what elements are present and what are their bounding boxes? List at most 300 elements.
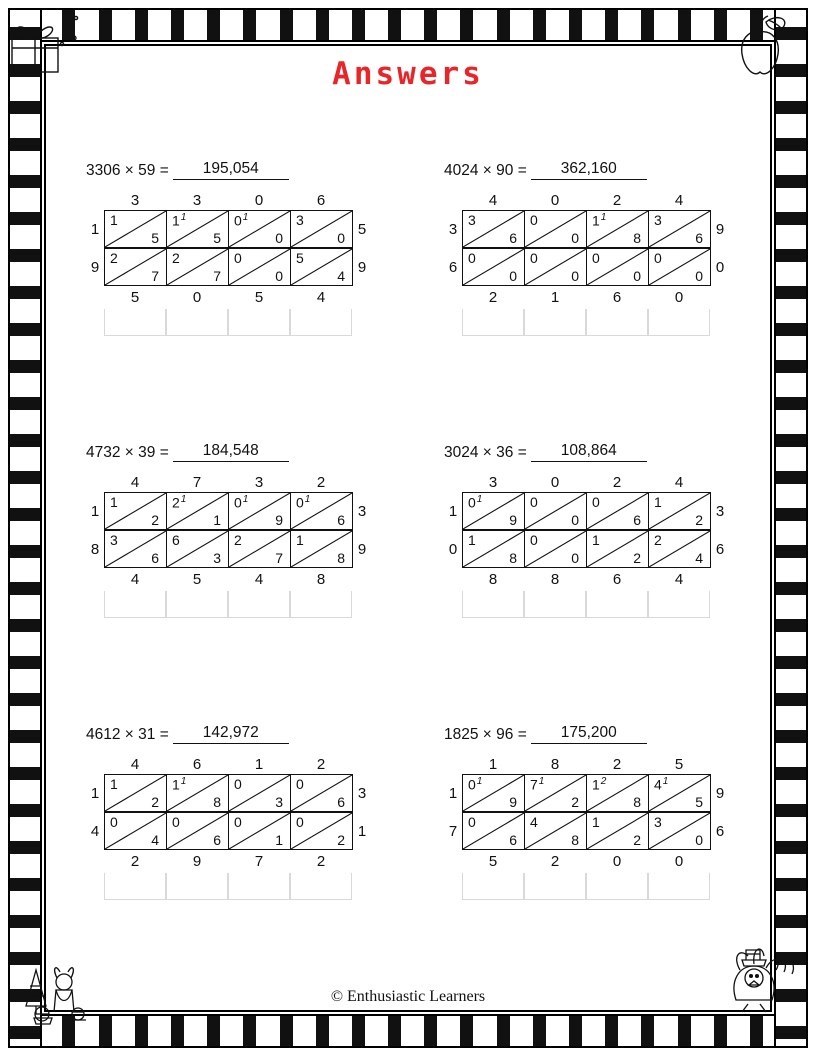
border-tick [641, 1016, 654, 1046]
cell-upper-digit: 1 [592, 814, 600, 830]
lattice-top-digit: 4 [488, 192, 498, 209]
lattice-cells [104, 492, 353, 530]
lattice-cell[interactable] [167, 530, 229, 568]
cell-lower-digit: 2 [695, 512, 703, 528]
cell-lower-digit: 9 [509, 512, 517, 528]
lattice-cell[interactable] [105, 210, 167, 248]
border-tick [776, 286, 806, 299]
lattice-left-digit: 0 [448, 540, 458, 558]
border-tick [533, 10, 546, 40]
border-tick [776, 545, 806, 558]
lattice-cell[interactable] [229, 210, 291, 248]
lattice-cells [462, 248, 711, 286]
lattice-top-digit: 4 [674, 474, 684, 491]
cell-upper-digit: 1 [592, 532, 600, 548]
border-tick [497, 10, 510, 40]
cell-upper-digit: $4^1$ [654, 776, 669, 793]
lattice-cell[interactable] [105, 492, 167, 530]
lattice-cell[interactable] [167, 210, 229, 248]
lattice-bottom-digit: 4 [316, 289, 326, 306]
footer-credit: © Enthusiastic Learners [330, 988, 486, 1005]
lattice-bottom-digit: 0 [612, 853, 622, 870]
lattice-cell[interactable] [649, 774, 711, 812]
lattice-blank-cell[interactable] [524, 873, 586, 900]
lattice-cell[interactable] [105, 812, 167, 850]
lattice-bottom-digit: 4 [674, 571, 684, 588]
lattice-blank-cell[interactable] [586, 309, 648, 336]
lattice-blank-cell[interactable] [228, 873, 290, 900]
cell-upper-digit: 1 [468, 532, 476, 548]
lattice-cell[interactable] [291, 812, 353, 850]
lattice-blank-cell[interactable] [290, 309, 352, 336]
lattice-bottom-digit: 8 [550, 571, 560, 588]
cell-lower-digit: 2 [571, 794, 579, 810]
lattice-blank-cell[interactable] [166, 873, 228, 900]
problem-answer[interactable]: 142,972 [173, 724, 289, 744]
lattice-top-labels [462, 192, 729, 209]
cell-lower-digit: 0 [275, 230, 283, 246]
lattice-top-labels [104, 474, 371, 491]
lattice-cell[interactable] [463, 774, 525, 812]
lattice-cell[interactable] [291, 248, 353, 286]
lattice-blank-row [104, 591, 371, 618]
border-tick [460, 1016, 473, 1046]
lattice-top-labels [462, 474, 729, 491]
border-tick [207, 1016, 220, 1046]
lattice-row [444, 812, 729, 850]
lattice-bottom-labels [462, 286, 729, 309]
lattice-cell[interactable] [525, 812, 587, 850]
cell-lower-digit: 0 [275, 268, 283, 284]
lattice-right-digit: 6 [715, 540, 725, 558]
lattice-cell[interactable] [167, 774, 229, 812]
border-band-left [8, 8, 42, 1048]
problem-expression: 4612 × 31 = [86, 726, 169, 743]
border-tick [10, 915, 40, 928]
lattice-left-digit: 1 [90, 502, 100, 520]
cell-carry-digit: 2 [600, 776, 607, 787]
cell-lower-digit: 1 [275, 832, 283, 848]
border-band-top [8, 8, 808, 42]
cell-lower-digit: 8 [509, 550, 517, 566]
cell-upper-digit: 3 [110, 532, 118, 548]
lattice-cell[interactable] [291, 492, 353, 530]
cell-carry-digit: 1 [476, 494, 483, 505]
lattice-cell[interactable] [463, 812, 525, 850]
border-tick [776, 101, 806, 114]
cell-lower-digit: 0 [571, 550, 579, 566]
lattice-top-labels [104, 192, 371, 209]
problem-expression: 4732 × 39 = [86, 444, 169, 461]
lattice-top-digit: 8 [550, 756, 560, 773]
cell-lower-digit: 6 [213, 832, 221, 848]
lattice-blank-cell[interactable] [104, 591, 166, 618]
problem-header [86, 160, 371, 180]
lattice-top-digit: 3 [192, 192, 202, 209]
border-tick [243, 10, 256, 40]
problem-header [444, 160, 729, 180]
lattice-bottom-digit: 9 [192, 853, 202, 870]
cell-upper-digit: 2 [654, 532, 662, 548]
cell-lower-digit: 7 [275, 550, 283, 566]
border-tick [776, 360, 806, 373]
border-tick [776, 212, 806, 225]
border-tick [678, 10, 691, 40]
lattice-bottom-labels [104, 850, 371, 873]
lattice-cell[interactable] [587, 210, 649, 248]
lattice-problem [444, 160, 729, 336]
lattice-bottom-digit: 2 [130, 853, 140, 870]
border-tick [776, 434, 806, 447]
lattice-right-digit: 9 [357, 540, 367, 558]
lattice-top-digit: 3 [488, 474, 498, 491]
lattice-left-digit: 1 [448, 502, 458, 520]
lattice-blank-cell[interactable] [586, 873, 648, 900]
lattice-cell[interactable] [587, 248, 649, 286]
lattice-top-digit: 2 [612, 192, 622, 209]
border-tick [776, 582, 806, 595]
lattice-row [86, 248, 371, 286]
lattice-cell[interactable] [649, 248, 711, 286]
cell-upper-digit: 0 [592, 250, 600, 266]
border-tick [10, 693, 40, 706]
lattice-top-digit: 4 [130, 756, 140, 773]
border-tick [776, 397, 806, 410]
border-tick [352, 1016, 365, 1046]
border-tick [10, 101, 40, 114]
cell-carry-digit: 1 [600, 212, 607, 223]
lattice-cell[interactable] [291, 530, 353, 568]
lattice-cell[interactable] [463, 210, 525, 248]
lattice-problem [86, 160, 371, 336]
lattice-cells [462, 774, 711, 812]
border-tick [605, 1016, 618, 1046]
lattice-row [444, 774, 729, 812]
lattice-blank-cell[interactable] [104, 309, 166, 336]
lattice-cell[interactable] [649, 530, 711, 568]
lattice-row [86, 530, 371, 568]
cell-upper-digit: 0 [592, 494, 600, 510]
border-tick [10, 878, 40, 891]
lattice-bottom-labels [104, 286, 371, 309]
cell-upper-digit: $1^1$ [172, 776, 187, 793]
cell-lower-digit: 2 [633, 550, 641, 566]
problem-expression: 1825 × 96 = [444, 726, 527, 743]
lattice-grid [444, 192, 729, 336]
lattice-cell[interactable] [525, 210, 587, 248]
border-tick [10, 841, 40, 854]
cell-upper-digit: 1 [110, 494, 118, 510]
problem-header [86, 724, 371, 744]
lattice-cells [104, 774, 353, 812]
cell-carry-digit: 1 [662, 776, 669, 787]
lattice-blank-cell[interactable] [524, 591, 586, 618]
lattice-top-digit: 7 [192, 474, 202, 491]
lattice-cell[interactable] [525, 492, 587, 530]
lattice-cell[interactable] [649, 812, 711, 850]
cell-lower-digit: 6 [337, 794, 345, 810]
problem-answer[interactable]: 184,548 [173, 442, 289, 462]
lattice-cell[interactable] [587, 492, 649, 530]
lattice-blank-cell[interactable] [228, 309, 290, 336]
cell-upper-digit: 1 [110, 776, 118, 792]
apple-icon [718, 6, 804, 97]
border-tick [776, 841, 806, 854]
lattice-bottom-digit: 5 [192, 571, 202, 588]
cell-upper-digit: 0 [234, 814, 242, 830]
lattice-row [86, 492, 371, 530]
border-tick [10, 508, 40, 521]
lattice-problem [86, 724, 371, 900]
cell-lower-digit: 8 [633, 230, 641, 246]
cell-upper-digit: 0 [296, 776, 304, 792]
border-tick [776, 730, 806, 743]
cell-upper-digit: 1 [296, 532, 304, 548]
border-tick [776, 138, 806, 151]
cell-carry-digit: 1 [180, 494, 187, 505]
cell-upper-digit: $1^1$ [172, 212, 187, 229]
lattice-blank-row [104, 873, 371, 900]
lattice-cell[interactable] [463, 248, 525, 286]
border-tick [10, 767, 40, 780]
lattice-blank-cell[interactable] [462, 591, 524, 618]
border-tick [10, 360, 40, 373]
cell-lower-digit: 8 [213, 794, 221, 810]
lattice-bottom-labels [104, 568, 371, 591]
cell-upper-digit: 0 [530, 532, 538, 548]
border-tick [776, 471, 806, 484]
lattice-right-digit: 9 [715, 784, 725, 802]
lattice-right-digit: 0 [715, 258, 725, 276]
lattice-cell[interactable] [525, 530, 587, 568]
lattice-cell[interactable] [229, 492, 291, 530]
cell-lower-digit: 2 [633, 832, 641, 848]
cell-lower-digit: 0 [695, 268, 703, 284]
lattice-cell[interactable] [167, 492, 229, 530]
problem-header [86, 442, 371, 462]
lattice-row [444, 210, 729, 248]
lattice-cell[interactable] [105, 248, 167, 286]
lattice-blank-cell[interactable] [228, 591, 290, 618]
cell-upper-digit: 0 [234, 776, 242, 792]
lattice-cell[interactable] [291, 210, 353, 248]
cell-lower-digit: 9 [509, 794, 517, 810]
cell-lower-digit: 3 [213, 550, 221, 566]
cell-lower-digit: 0 [695, 832, 703, 848]
cell-upper-digit: 5 [296, 250, 304, 266]
lattice-left-digit: 1 [448, 784, 458, 802]
lattice-bottom-digit: 6 [612, 571, 622, 588]
lattice-cell[interactable] [649, 210, 711, 248]
cell-lower-digit: 5 [213, 230, 221, 246]
lattice-bottom-digit: 0 [674, 853, 684, 870]
lattice-top-digit: 2 [316, 474, 326, 491]
lattice-row [86, 774, 371, 812]
lattice-row [444, 248, 729, 286]
lattice-cell[interactable] [229, 530, 291, 568]
cell-upper-digit: 0 [110, 814, 118, 830]
lattice-cell[interactable] [525, 774, 587, 812]
lattice-bottom-digit: 5 [130, 289, 140, 306]
border-tick [171, 10, 184, 40]
lattice-blank-cell[interactable] [524, 309, 586, 336]
problem-answer[interactable]: 195,054 [173, 160, 289, 180]
cell-upper-digit: 3 [468, 212, 476, 228]
lattice-top-labels [462, 756, 729, 773]
lattice-blank-cell[interactable] [648, 309, 710, 336]
border-band-right [774, 8, 808, 1048]
lattice-problem [86, 442, 371, 618]
border-tick [10, 175, 40, 188]
lattice-top-digit: 0 [550, 474, 560, 491]
cell-upper-digit: 1 [110, 212, 118, 228]
cell-upper-digit: 4 [530, 814, 538, 830]
lattice-bottom-digit: 0 [674, 289, 684, 306]
problem-expression: 3306 × 59 = [86, 162, 169, 179]
cell-lower-digit: 6 [509, 230, 517, 246]
lattice-top-digit: 2 [612, 756, 622, 773]
gift-box-icon [4, 4, 90, 95]
lattice-blank-cell[interactable] [104, 873, 166, 900]
lattice-left-digit: 6 [448, 258, 458, 276]
lattice-cell[interactable] [229, 812, 291, 850]
lattice-left-digit: 1 [90, 784, 100, 802]
border-tick [776, 804, 806, 817]
border-tick [135, 10, 148, 40]
cell-upper-digit: 2 [172, 250, 180, 266]
lattice-cell[interactable] [463, 530, 525, 568]
lattice-cell[interactable] [167, 812, 229, 850]
border-tick [678, 1016, 691, 1046]
cell-carry-digit: 1 [538, 776, 545, 787]
lattice-bottom-digit: 2 [550, 853, 560, 870]
border-tick [171, 1016, 184, 1046]
lattice-right-digit: 9 [357, 258, 367, 276]
border-tick [10, 619, 40, 632]
lattice-cells [462, 210, 711, 248]
problem-header [444, 724, 729, 744]
cell-lower-digit: 6 [337, 512, 345, 528]
border-tick [776, 767, 806, 780]
lattice-blank-cell[interactable] [462, 873, 524, 900]
lattice-cell[interactable] [291, 774, 353, 812]
border-tick [10, 249, 40, 262]
lattice-cell[interactable] [587, 530, 649, 568]
lattice-right-digit: 1 [357, 822, 367, 840]
lattice-grid [86, 192, 371, 336]
border-tick [10, 434, 40, 447]
cell-lower-digit: 5 [151, 230, 159, 246]
lattice-top-digit: 6 [316, 192, 326, 209]
lattice-cell[interactable] [649, 492, 711, 530]
lattice-left-digit: 4 [90, 822, 100, 840]
cell-upper-digit: 3 [654, 814, 662, 830]
cell-upper-digit: 0 [296, 814, 304, 830]
border-tick [569, 10, 582, 40]
lattice-bottom-labels [462, 850, 729, 873]
border-tick [10, 804, 40, 817]
lattice-blank-cell[interactable] [166, 591, 228, 618]
cell-lower-digit: 3 [275, 794, 283, 810]
lattice-blank-cell[interactable] [166, 309, 228, 336]
lattice-grid [86, 756, 371, 900]
pilgrim-children-icon [12, 930, 112, 1035]
border-tick [424, 1016, 437, 1046]
lattice-cells [104, 812, 353, 850]
lattice-bottom-digit: 4 [254, 571, 264, 588]
cell-upper-digit: $0^1$ [296, 494, 311, 511]
border-tick [10, 545, 40, 558]
lattice-bottom-digit: 1 [550, 289, 560, 306]
lattice-cell[interactable] [229, 774, 291, 812]
lattice-bottom-labels [462, 568, 729, 591]
lattice-cell[interactable] [105, 530, 167, 568]
border-tick [776, 249, 806, 262]
border-tick [424, 10, 437, 40]
lattice-blank-cell[interactable] [290, 873, 352, 900]
lattice-cell[interactable] [463, 492, 525, 530]
cell-lower-digit: 9 [275, 512, 283, 528]
lattice-blank-cell[interactable] [462, 309, 524, 336]
lattice-left-digit: 3 [448, 220, 458, 238]
lattice-top-digit: 2 [316, 756, 326, 773]
lattice-blank-cell[interactable] [648, 591, 710, 618]
lattice-row [444, 530, 729, 568]
cell-upper-digit: 0 [468, 814, 476, 830]
lattice-problem [444, 724, 729, 900]
lattice-problem [444, 442, 729, 618]
lattice-bottom-digit: 0 [192, 289, 202, 306]
lattice-bottom-digit: 8 [316, 571, 326, 588]
cell-upper-digit: $0^1$ [468, 776, 483, 793]
lattice-blank-row [104, 309, 371, 336]
lattice-cells [104, 530, 353, 568]
border-tick [10, 397, 40, 410]
problem-answer[interactable]: 175,200 [531, 724, 647, 744]
lattice-cell[interactable] [105, 774, 167, 812]
border-tick [776, 619, 806, 632]
lattice-blank-cell[interactable] [586, 591, 648, 618]
cell-carry-digit: 1 [242, 212, 249, 223]
lattice-bottom-digit: 2 [488, 289, 498, 306]
border-tick [776, 693, 806, 706]
border-tick [316, 10, 329, 40]
cell-lower-digit: 0 [633, 268, 641, 284]
cell-upper-digit: 6 [172, 532, 180, 548]
lattice-top-digit: 3 [254, 474, 264, 491]
lattice-blank-row [462, 309, 729, 336]
lattice-cell[interactable] [229, 248, 291, 286]
problem-answer[interactable]: 362,160 [531, 160, 647, 180]
lattice-cell[interactable] [167, 248, 229, 286]
border-tick [207, 10, 220, 40]
cell-upper-digit: $1^1$ [592, 212, 607, 229]
border-tick [460, 10, 473, 40]
lattice-blank-cell[interactable] [290, 591, 352, 618]
page-title: Answers [332, 56, 484, 92]
cell-lower-digit: 2 [151, 512, 159, 528]
problem-answer[interactable]: 108,864 [531, 442, 647, 462]
lattice-cell[interactable] [525, 248, 587, 286]
border-tick [316, 1016, 329, 1046]
lattice-cell[interactable] [587, 774, 649, 812]
border-tick [533, 1016, 546, 1046]
lattice-cell[interactable] [587, 812, 649, 850]
lattice-cells [462, 530, 711, 568]
border-tick [10, 582, 40, 595]
cell-lower-digit: 0 [509, 268, 517, 284]
lattice-blank-cell[interactable] [648, 873, 710, 900]
